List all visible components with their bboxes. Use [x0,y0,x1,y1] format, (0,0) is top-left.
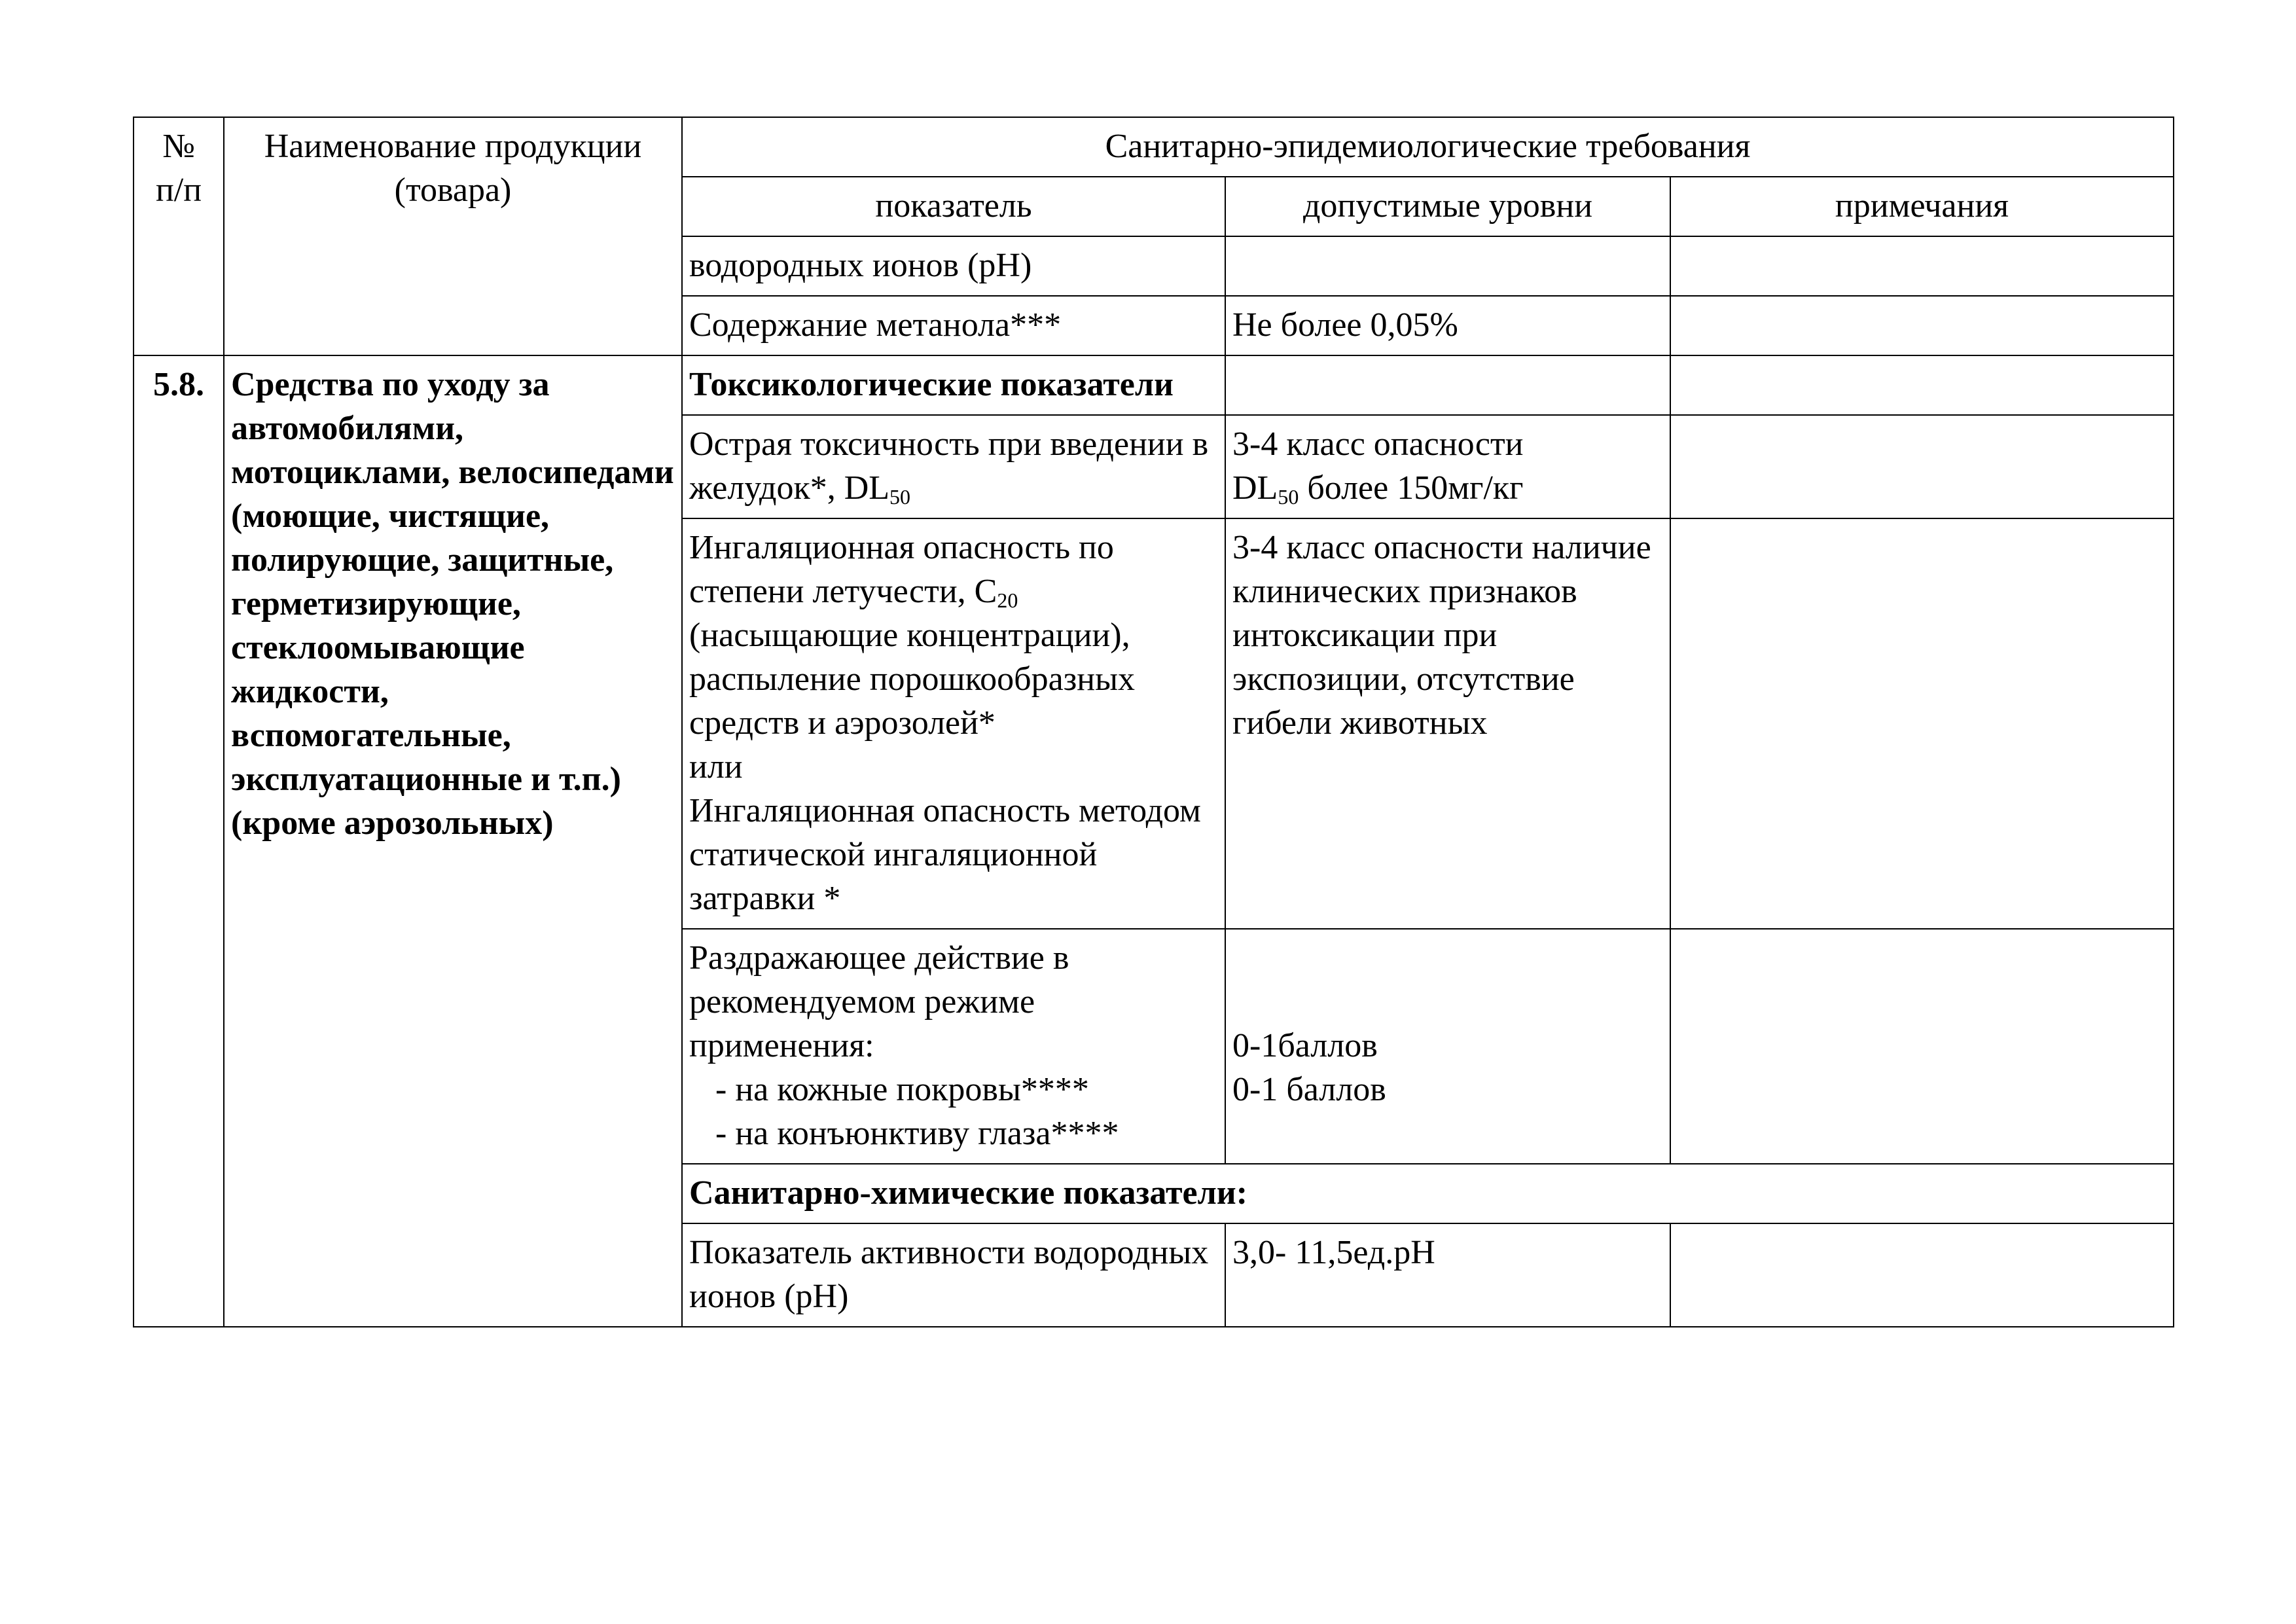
header-row-1 [134,117,2174,177]
note-cell [1670,415,2174,518]
subscript-text: 20 [997,588,1018,612]
header-requirements-label: Санитарно-эпидемиологические требования [1105,128,1751,165]
section-row-toxicology-heading [134,355,2174,415]
note-cell [1670,296,2174,355]
section-number-cell [134,355,224,1327]
header-product-name-cell [224,117,682,355]
acute-level-prefix: DL [1232,469,1278,507]
toxicology-heading: Токсикологические показатели [689,366,1174,403]
header-indicator-label: показатель [875,187,1032,225]
header-levels-label: допустимые уровни [1302,187,1593,225]
note-cell [1670,929,2174,1164]
requirements-table [133,117,2174,1327]
header-indicator-cell [682,177,1225,236]
level-cell [1225,355,1670,415]
note-cell [1670,236,2174,296]
level-cell [1225,296,1670,355]
indicator-text: водородных ионов (рН) [689,247,1032,284]
indicator-cell [682,415,1225,518]
ph-level-text: 3,0- 11,5ед.рН [1232,1234,1435,1271]
header-number-cell [134,117,224,355]
note-cell [1670,518,2174,929]
indicator-cell [682,1223,1225,1327]
subscript-text: 50 [1278,485,1299,509]
header-number-label: № [162,128,195,165]
indicator-cell [682,236,1225,296]
level-cell [1225,1223,1670,1327]
section-product-name: Средства по уходу за автомобилями, мотоциклами, велосипедами (моющие, чистящие, полирующие, защитные, герметизирующие, стеклоомывающие жидкости, вспомогательные, эксплуатационные и т.п.)(кроме аэрозольных) [231,366,674,842]
irritant-eye-level: 0-1 баллов [1232,1071,1386,1108]
chemistry-heading-cell [682,1164,2174,1223]
inhalation-text-c: Ингаляционная опасность методом статической ингаляционной затравки * [689,792,1201,917]
header-requirements-cell [682,117,2174,177]
indicator-text: Содержание метанола*** [689,306,1062,344]
acute-toxicity-text: Острая токсичность при введении в желудок*, DL [689,425,1209,507]
indicator-cell [682,518,1225,929]
level-cell [1225,415,1670,518]
section-product-cell [224,355,682,1327]
irritant-skin-text: - на кожные покровы**** [715,1071,1089,1108]
section-number: 5.8. [153,366,204,403]
irritant-eye-text: - на конъюнктиву глаза**** [715,1115,1119,1152]
level-text: Не более 0,05% [1232,306,1458,344]
header-product-name-label: Наименование продукции (товара) [264,128,642,209]
indicator-cell [682,296,1225,355]
level-cell [1225,518,1670,929]
note-cell [1670,1223,2174,1327]
note-cell [1670,355,2174,415]
level-cell [1225,929,1670,1164]
acute-level-line1: 3-4 класс опасности [1232,425,1524,463]
inhalation-or: или [689,748,743,785]
ph-indicator-text: Показатель активности водородных ионов (рН) [689,1234,1209,1315]
header-notes-label: примечания [1835,187,2009,225]
inhalation-level: 3-4 класс опасности наличие клинических признаков интоксикации при экспозиции, отсутствие гибели животных [1232,529,1651,742]
inhalation-text-b: (насыщающие концентрации), распыление порошкообразных средств и аэрозолей* [689,617,1136,742]
level-cell [1225,236,1670,296]
header-notes-cell [1670,177,2174,236]
irritant-text: Раздражающее действие в рекомендуемом режиме применения: [689,939,1069,1064]
toxicology-heading-cell [682,355,1225,415]
header-levels-cell [1225,177,1670,236]
indicator-cell [682,929,1225,1164]
acute-level-suffix: более 150мг/кг [1299,469,1524,507]
chemistry-heading: Санитарно-химические показатели: [689,1174,1248,1212]
irritant-skin-level: 0-1баллов [1232,1027,1378,1064]
subscript-text: 50 [889,485,911,509]
inhalation-text-a: Ингаляционная опасность по степени летучести, С [689,529,1114,610]
header-number-sub-label: п/п [155,171,202,209]
